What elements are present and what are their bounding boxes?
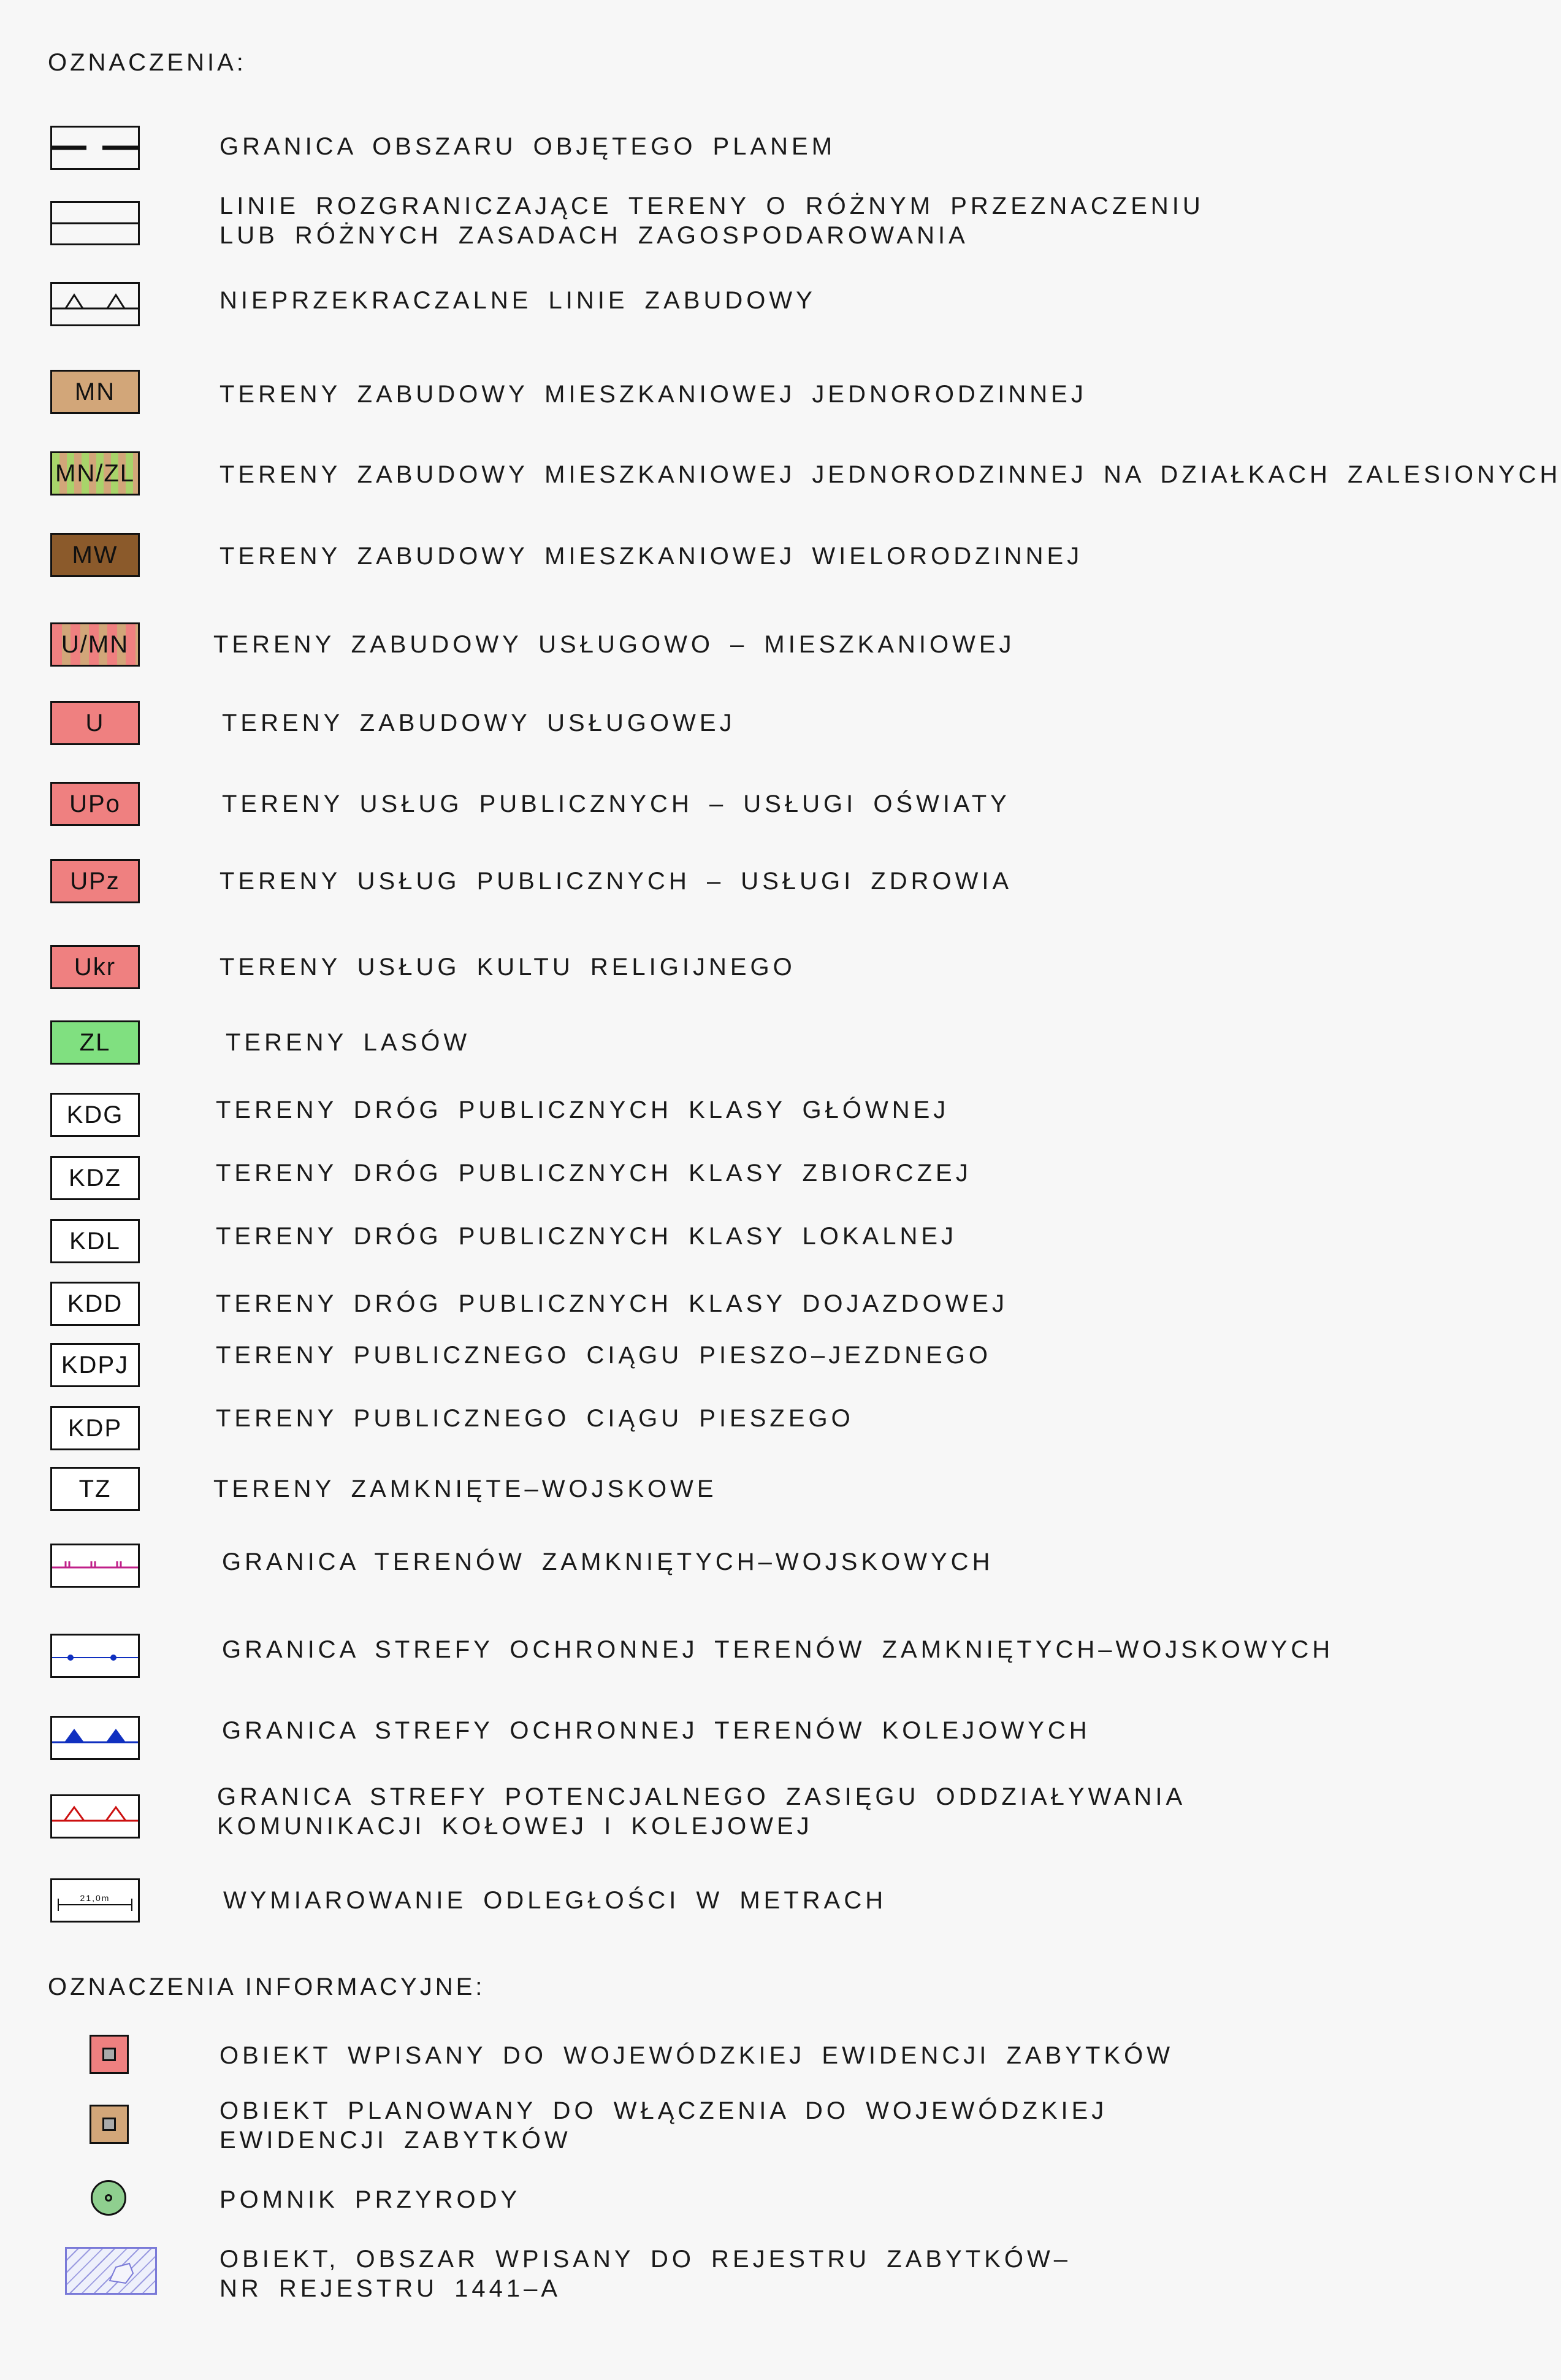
- dashed-boundary-line-icon: [50, 126, 140, 170]
- zone-code: MN: [74, 378, 116, 405]
- zone-code: U/MN: [61, 630, 129, 658]
- zone-code: U: [85, 709, 105, 737]
- red-triangle-line-icon: [50, 1794, 140, 1839]
- blue-dot-line-icon: [50, 1634, 140, 1678]
- tan-square-marker-icon: [90, 2105, 129, 2144]
- kdl-road-swatch-icon: [50, 1219, 140, 1263]
- legend-label-line: KOMUNIKACJI KOŁOWEJ I KOLEJOWEJ: [217, 1813, 813, 1840]
- ukr-swatch-icon: [50, 945, 140, 989]
- legend-label: GRANICA TERENÓW ZAMKNIĘTYCH–WOJSKOWYCH: [222, 1548, 994, 1575]
- zone-code: KDZ: [69, 1164, 121, 1192]
- zone-code: KDPJ: [61, 1351, 129, 1379]
- legend-label: TERENY ZABUDOWY USŁUGOWEJ: [222, 710, 736, 737]
- triangle-building-line-icon: [50, 282, 140, 326]
- legend-label: TERENY ZAMKNIĘTE–WOJSKOWE: [213, 1475, 717, 1502]
- legend-label-line: EWIDENCJI ZABYTKÓW: [219, 2127, 571, 2154]
- dimension-line-icon: [50, 1878, 140, 1923]
- kdg-road-swatch-icon: [50, 1093, 140, 1137]
- tz-road-swatch-icon: [50, 1467, 140, 1511]
- legend-label: TERENY ZABUDOWY MIESZKANIOWEJ JEDNORODZINNEJ: [219, 381, 1087, 408]
- zone-code: MN/ZL: [55, 459, 135, 487]
- zone-code: MW: [72, 541, 118, 568]
- legend-label: TERENY ZABUDOWY MIESZKANIOWEJ WIELORODZINNEJ: [219, 543, 1083, 570]
- legend-heading: OZNACZENIA:: [48, 49, 246, 76]
- legend-label: POMNIK PRZYRODY: [219, 2186, 521, 2213]
- legend-label: GRANICA STREFY OCHRONNEJ TERENÓW KOLEJOWYCH: [222, 1717, 1091, 1744]
- legend-label: TERENY DRÓG PUBLICZNYCH KLASY GŁÓWNEJ: [216, 1096, 950, 1123]
- legend-label: TERENY USŁUG PUBLICZNYCH – USŁUGI OŚWIATY: [222, 790, 1010, 817]
- legend-label-line: NR REJESTRU 1441–A: [219, 2275, 562, 2302]
- kdd-road-swatch-icon: [50, 1282, 140, 1326]
- legend-label: TERENY USŁUG PUBLICZNYCH – USŁUGI ZDROWIA: [219, 868, 1013, 895]
- u-swatch-icon: [50, 701, 140, 745]
- legend-label: TERENY DRÓG PUBLICZNYCH KLASY DOJAZDOWEJ: [216, 1290, 1009, 1317]
- legend-label-line: OBIEKT PLANOWANY DO WŁĄCZENIA DO WOJEWÓDZKIEJ: [219, 2097, 1108, 2124]
- zl-swatch-icon: [50, 1020, 140, 1065]
- blue-triangle-line-icon: [50, 1716, 140, 1760]
- dimension-value: 21,0m: [80, 1893, 110, 1903]
- legend-label: NIEPRZEKRACZALNE LINIE ZABUDOWY: [219, 287, 816, 314]
- legend-label: TERENY PUBLICZNEGO CIĄGU PIESZEGO: [216, 1405, 854, 1432]
- legend-label: TERENY DRÓG PUBLICZNYCH KLASY ZBIORCZEJ: [216, 1160, 972, 1187]
- legend-label: TERENY ZABUDOWY MIESZKANIOWEJ JEDNORODZINNEJ NA DZIAŁKACH ZALESIONYCH: [219, 461, 1561, 488]
- upz-swatch-icon: [50, 859, 140, 903]
- zone-code: KDL: [69, 1227, 121, 1255]
- magenta-boundary-line-icon: [50, 1544, 140, 1588]
- legend-label: GRANICA STREFY OCHRONNEJ TERENÓW ZAMKNIĘTYCH–WOJSKOWYCH: [222, 1636, 1334, 1663]
- mw-swatch-icon: [50, 533, 140, 577]
- zone-code: KDP: [67, 1414, 123, 1442]
- zone-code: TZ: [78, 1475, 112, 1502]
- legend-label: [217, 1782, 1186, 1841]
- legend-label: OBIEKT WPISANY DO WOJEWÓDZKIEJ EWIDENCJI ZABYTKÓW: [219, 2042, 1174, 2069]
- legend-label: TERENY ZABUDOWY USŁUGOWO – MIESZKANIOWEJ: [213, 631, 1015, 658]
- kdz-road-swatch-icon: [50, 1156, 140, 1200]
- zone-code: UPz: [70, 867, 120, 895]
- zone-code: KDD: [67, 1290, 123, 1317]
- legend-label: TERENY LASÓW: [226, 1029, 471, 1056]
- kdpj-road-swatch-icon: [50, 1343, 140, 1387]
- legend-label: [219, 191, 1204, 250]
- legend-label-line: GRANICA STREFY POTENCJALNEGO ZASIĘGU ODDZIAŁYWANIA: [217, 1783, 1186, 1810]
- legend-label: TERENY USŁUG KULTU RELIGIJNEGO: [219, 954, 796, 981]
- legend-label-line: OBIEKT, OBSZAR WPISANY DO REJESTRU ZABYTKÓW–: [219, 2246, 1071, 2273]
- zone-code: ZL: [79, 1028, 111, 1056]
- mn-zl-striped-swatch-icon: [50, 451, 140, 496]
- mn-swatch-icon: [50, 370, 140, 414]
- zone-code: UPo: [69, 790, 121, 817]
- hatched-register-area-icon: [65, 2247, 157, 2295]
- upo-swatch-icon: [50, 782, 140, 826]
- thin-dividing-line-icon: [50, 201, 140, 245]
- legend-label: WYMIAROWANIE ODLEGŁOŚCI W METRACH: [223, 1887, 887, 1914]
- legend-label-line: LINIE ROZGRANICZAJĄCE TERENY O RÓŻNYM PRZEZNACZENIU: [219, 193, 1204, 220]
- legend-label: [219, 2244, 1071, 2303]
- legend-label-line: LUB RÓŻNYCH ZASADACH ZAGOSPODAROWANIA: [219, 222, 969, 249]
- kdp-road-swatch-icon: [50, 1406, 140, 1450]
- u-mn-striped-swatch-icon: [50, 622, 140, 667]
- legend-label: GRANICA OBSZARU OBJĘTEGO PLANEM: [219, 133, 836, 160]
- legend-label: [219, 2096, 1107, 2155]
- legend-label: TERENY DRÓG PUBLICZNYCH KLASY LOKALNEJ: [216, 1223, 958, 1250]
- green-circle-marker-icon: [91, 2180, 126, 2216]
- info-legend-heading: OZNACZENIA INFORMACYJNE:: [48, 1973, 486, 2000]
- zone-code: KDG: [66, 1101, 124, 1128]
- zone-code: Ukr: [74, 953, 116, 981]
- legend-label: TERENY PUBLICZNEGO CIĄGU PIESZO–JEZDNEGO: [216, 1342, 991, 1369]
- red-square-marker-icon: [90, 2035, 129, 2074]
